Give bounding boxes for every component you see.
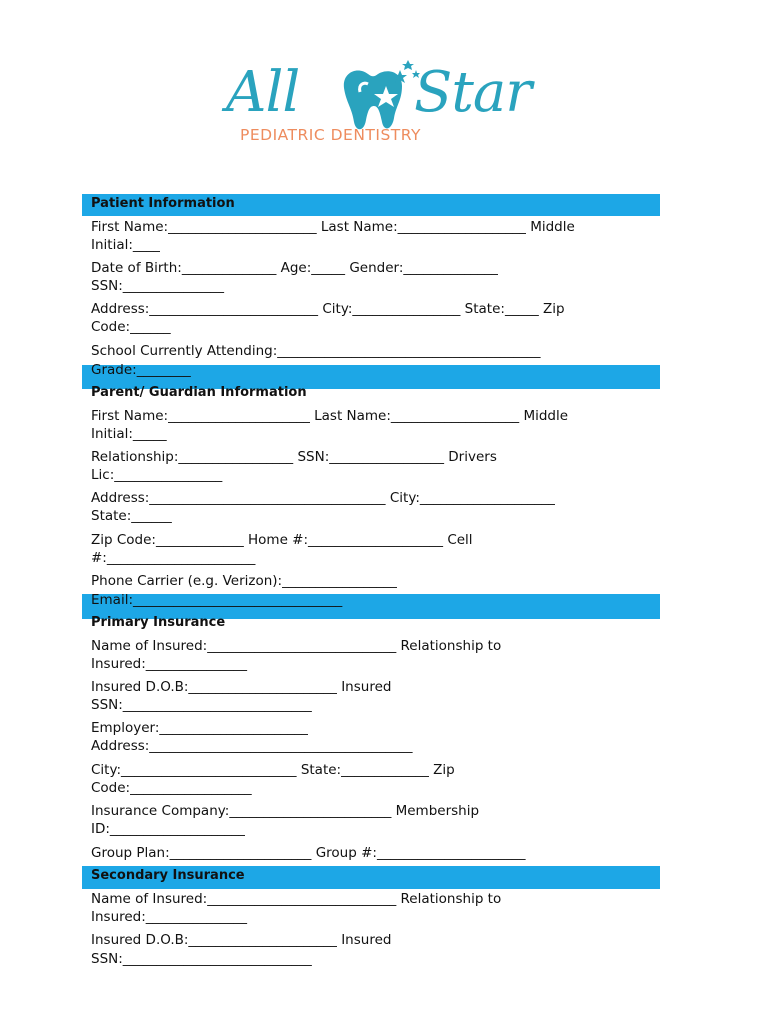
parent-state-field[interactable]: State:______: [91, 508, 172, 524]
primary-zip-field[interactable]: Code:__________________: [91, 780, 252, 796]
primary-section-title: Primary Insurance: [91, 615, 226, 630]
patient-initial-field[interactable]: Initial:____: [91, 237, 160, 253]
patient-ssn-field[interactable]: SSN:_______________: [91, 278, 225, 294]
secondary-section-title: Secondary Insurance: [91, 868, 245, 883]
primary-insured-dob-field[interactable]: Insured D.O.B:______________________ Insured: [91, 679, 392, 695]
parent-email-field[interactable]: Email:_______________________________: [91, 592, 343, 608]
parent-carrier-field[interactable]: Phone Carrier (e.g. Verizon):_________________: [91, 573, 397, 589]
secondary-insured-relationship-field[interactable]: Insured:_______________: [91, 909, 248, 925]
parent-name-field[interactable]: First Name:_____________________ Last Name:___________________ Middle: [91, 408, 569, 424]
logo-text-star: Star: [414, 60, 532, 125]
parent-address-field[interactable]: Address:___________________________________ City:____________________: [91, 490, 555, 506]
primary-insured-ssn-field[interactable]: SSN:____________________________: [91, 697, 312, 713]
parent-relationship-field[interactable]: Relationship:_________________ SSN:_________________ Drivers: [91, 449, 497, 465]
patient-address-field[interactable]: Address:_________________________ City:________________ State:_____ Zip: [91, 301, 565, 317]
patient-name-field[interactable]: First Name:______________________ Last Name:___________________ Middle: [91, 219, 575, 235]
primary-company-field[interactable]: Insurance Company:________________________ Membership: [91, 803, 480, 819]
secondary-insured-name-field[interactable]: Name of Insured:____________________________ Relationship to: [91, 891, 502, 907]
all-star-logo: [218, 52, 558, 152]
patient-section-title: Patient Information: [91, 196, 235, 211]
secondary-insured-dob-field[interactable]: Insured D.O.B:______________________ Insured: [91, 932, 392, 948]
primary-insured-relationship-field[interactable]: Insured:_______________: [91, 656, 248, 672]
patient-grade-field[interactable]: Grade:________: [91, 362, 191, 378]
patient-school-field[interactable]: School Currently Attending:_______________________________________: [91, 343, 541, 359]
patient-zip-field[interactable]: Code:______: [91, 319, 171, 335]
patient-dob-field[interactable]: Date of Birth:______________ Age:_____ Gender:______________: [91, 260, 498, 276]
primary-employer-field[interactable]: Employer:______________________: [91, 720, 308, 736]
parent-initial-field[interactable]: Initial:_____: [91, 426, 167, 442]
logo-subtitle: PEDIATRIC DENTISTRY: [240, 126, 422, 144]
primary-city-field[interactable]: City:__________________________ State:_____________ Zip: [91, 762, 455, 778]
primary-address-field[interactable]: Address:_______________________________________: [91, 738, 413, 754]
primary-membership-id-field[interactable]: ID:____________________: [91, 821, 245, 837]
logo-text-all: All: [226, 60, 300, 125]
parent-license-field[interactable]: Lic:________________: [91, 467, 223, 483]
secondary-insured-ssn-field[interactable]: SSN:____________________________: [91, 951, 312, 967]
primary-insured-name-field[interactable]: Name of Insured:____________________________ Relationship to: [91, 638, 502, 654]
parent-section-title: Parent/ Guardian Information: [91, 385, 307, 400]
parent-cell-field[interactable]: #:______________________: [91, 550, 256, 566]
parent-zip-field[interactable]: Zip Code:_____________ Home #:____________________ Cell: [91, 532, 473, 548]
primary-group-field[interactable]: Group Plan:_____________________ Group #:______________________: [91, 845, 526, 861]
